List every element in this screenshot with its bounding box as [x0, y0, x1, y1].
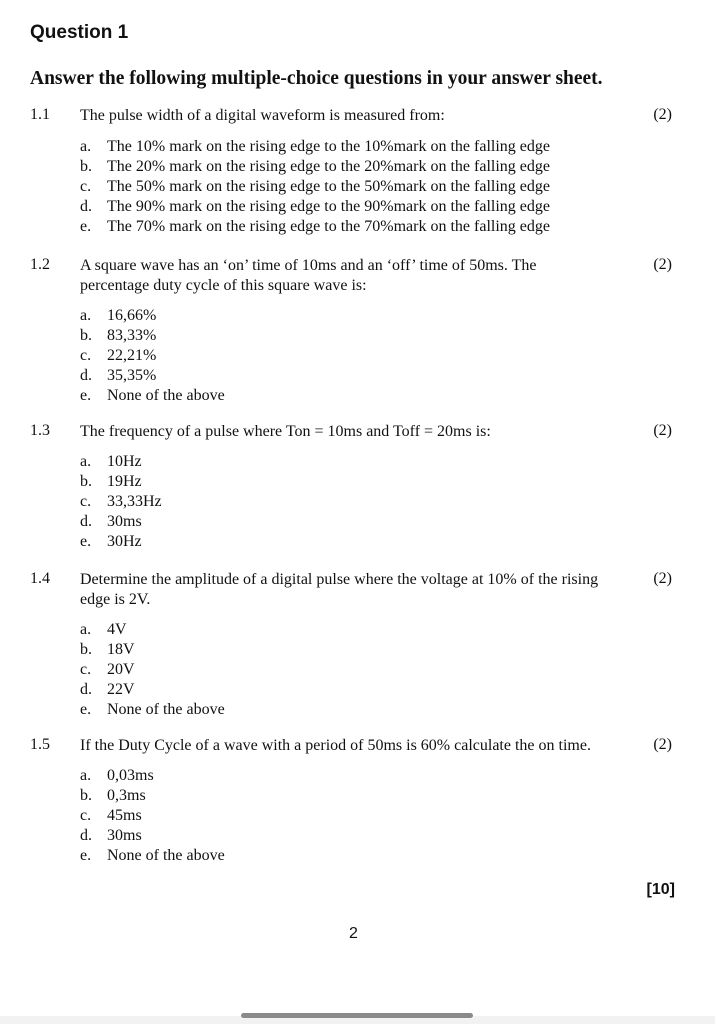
- option-item: [80, 620, 225, 640]
- option-letter: d.: [80, 198, 92, 215]
- question-text: Determine the amplitude of a digital pulse where the voltage at 10% of the rising edge is 2V.: [80, 571, 599, 608]
- option-text: 33,33Hz: [107, 493, 162, 510]
- option-text: The 50% mark on the rising edge to the 50%mark on the falling edge: [107, 178, 550, 195]
- options-list: [80, 137, 550, 237]
- option-item: [80, 806, 225, 826]
- option-text: 0,3ms: [107, 787, 146, 804]
- total-marks: [10]: [646, 881, 675, 898]
- option-item: [80, 326, 225, 346]
- question-text: A square wave has an ‘on’ time of 10ms and an ‘off’ time of 50ms. The percentage duty cycle of this square wave is:: [80, 257, 537, 294]
- option-letter: b.: [80, 787, 92, 804]
- scroll-indicator[interactable]: [241, 1013, 473, 1018]
- question-marks: (2): [653, 422, 672, 439]
- question-marks: (2): [653, 736, 672, 753]
- options-list: [80, 306, 225, 406]
- option-letter: c.: [80, 807, 92, 824]
- question-heading: Question 1: [30, 22, 129, 43]
- question-number: 1.4: [30, 570, 50, 587]
- option-letter: b.: [80, 473, 92, 490]
- option-item: [80, 346, 225, 366]
- option-letter: d.: [80, 367, 92, 384]
- option-item: [80, 846, 225, 866]
- option-letter: e.: [80, 533, 92, 550]
- option-item: [80, 386, 225, 406]
- option-text: None of the above: [107, 847, 225, 864]
- option-letter: c.: [80, 661, 92, 678]
- option-item: [80, 157, 550, 177]
- option-text: 18V: [107, 641, 135, 658]
- option-letter: a.: [80, 767, 92, 784]
- option-text: 16,66%: [107, 307, 157, 324]
- option-letter: e.: [80, 847, 92, 864]
- question-number: 1.1: [30, 106, 50, 123]
- options-list: [80, 620, 225, 720]
- option-item: [80, 640, 225, 660]
- option-letter: d.: [80, 513, 92, 530]
- option-item: [80, 700, 225, 720]
- option-text: 45ms: [107, 807, 142, 824]
- option-letter: e.: [80, 701, 92, 718]
- option-text: The 10% mark on the rising edge to the 10%mark on the falling edge: [107, 138, 550, 155]
- option-text: 19Hz: [107, 473, 142, 490]
- option-item: [80, 512, 162, 532]
- option-text: None of the above: [107, 387, 225, 404]
- question-text: The frequency of a pulse where Ton = 10ms and Toff = 20ms is:: [80, 423, 491, 440]
- option-item: [80, 680, 225, 700]
- option-item: [80, 452, 162, 472]
- option-letter: d.: [80, 827, 92, 844]
- question-number: 1.3: [30, 422, 50, 439]
- option-text: 4V: [107, 621, 127, 638]
- option-text: The 20% mark on the rising edge to the 20%mark on the falling edge: [107, 158, 550, 175]
- option-text: 30Hz: [107, 533, 142, 550]
- options-list: [80, 452, 162, 552]
- option-item: [80, 137, 550, 157]
- option-letter: d.: [80, 681, 92, 698]
- option-item: [80, 492, 162, 512]
- question-number: 1.5: [30, 736, 50, 753]
- option-text: 20V: [107, 661, 135, 678]
- option-item: [80, 306, 225, 326]
- instruction-text: Answer the following multiple-choice questions in your answer sheet.: [30, 68, 603, 89]
- option-item: [80, 786, 225, 806]
- option-letter: a.: [80, 621, 92, 638]
- option-item: [80, 366, 225, 386]
- option-letter: c.: [80, 347, 92, 364]
- option-text: 10Hz: [107, 453, 142, 470]
- option-text: 22V: [107, 681, 135, 698]
- option-item: [80, 217, 550, 237]
- option-text: The 90% mark on the rising edge to the 90%mark on the falling edge: [107, 198, 550, 215]
- option-letter: a.: [80, 307, 92, 324]
- option-text: 0,03ms: [107, 767, 154, 784]
- option-item: [80, 177, 550, 197]
- option-text: 30ms: [107, 513, 142, 530]
- page-number: 2: [349, 925, 358, 942]
- option-item: [80, 660, 225, 680]
- question-number: 1.2: [30, 256, 50, 273]
- option-item: [80, 472, 162, 492]
- option-item: [80, 766, 225, 786]
- option-item: [80, 532, 162, 552]
- option-text: 35,35%: [107, 367, 157, 384]
- options-list: [80, 766, 225, 866]
- option-letter: b.: [80, 641, 92, 658]
- question-marks: (2): [653, 106, 672, 123]
- option-text: 22,21%: [107, 347, 157, 364]
- option-letter: c.: [80, 493, 92, 510]
- option-letter: c.: [80, 178, 92, 195]
- option-letter: e.: [80, 218, 92, 235]
- option-letter: e.: [80, 387, 92, 404]
- question-marks: (2): [653, 570, 672, 587]
- option-item: [80, 197, 550, 217]
- option-letter: a.: [80, 138, 92, 155]
- option-letter: b.: [80, 327, 92, 344]
- option-text: 83,33%: [107, 327, 157, 344]
- question-marks: (2): [653, 256, 672, 273]
- option-letter: b.: [80, 158, 92, 175]
- option-text: The 70% mark on the rising edge to the 70%mark on the falling edge: [107, 218, 550, 235]
- option-text: None of the above: [107, 701, 225, 718]
- option-text: 30ms: [107, 827, 142, 844]
- question-text: If the Duty Cycle of a wave with a period of 50ms is 60% calculate the on time.: [80, 737, 591, 754]
- option-letter: a.: [80, 453, 92, 470]
- question-text: The pulse width of a digital waveform is measured from:: [80, 107, 445, 124]
- option-item: [80, 826, 225, 846]
